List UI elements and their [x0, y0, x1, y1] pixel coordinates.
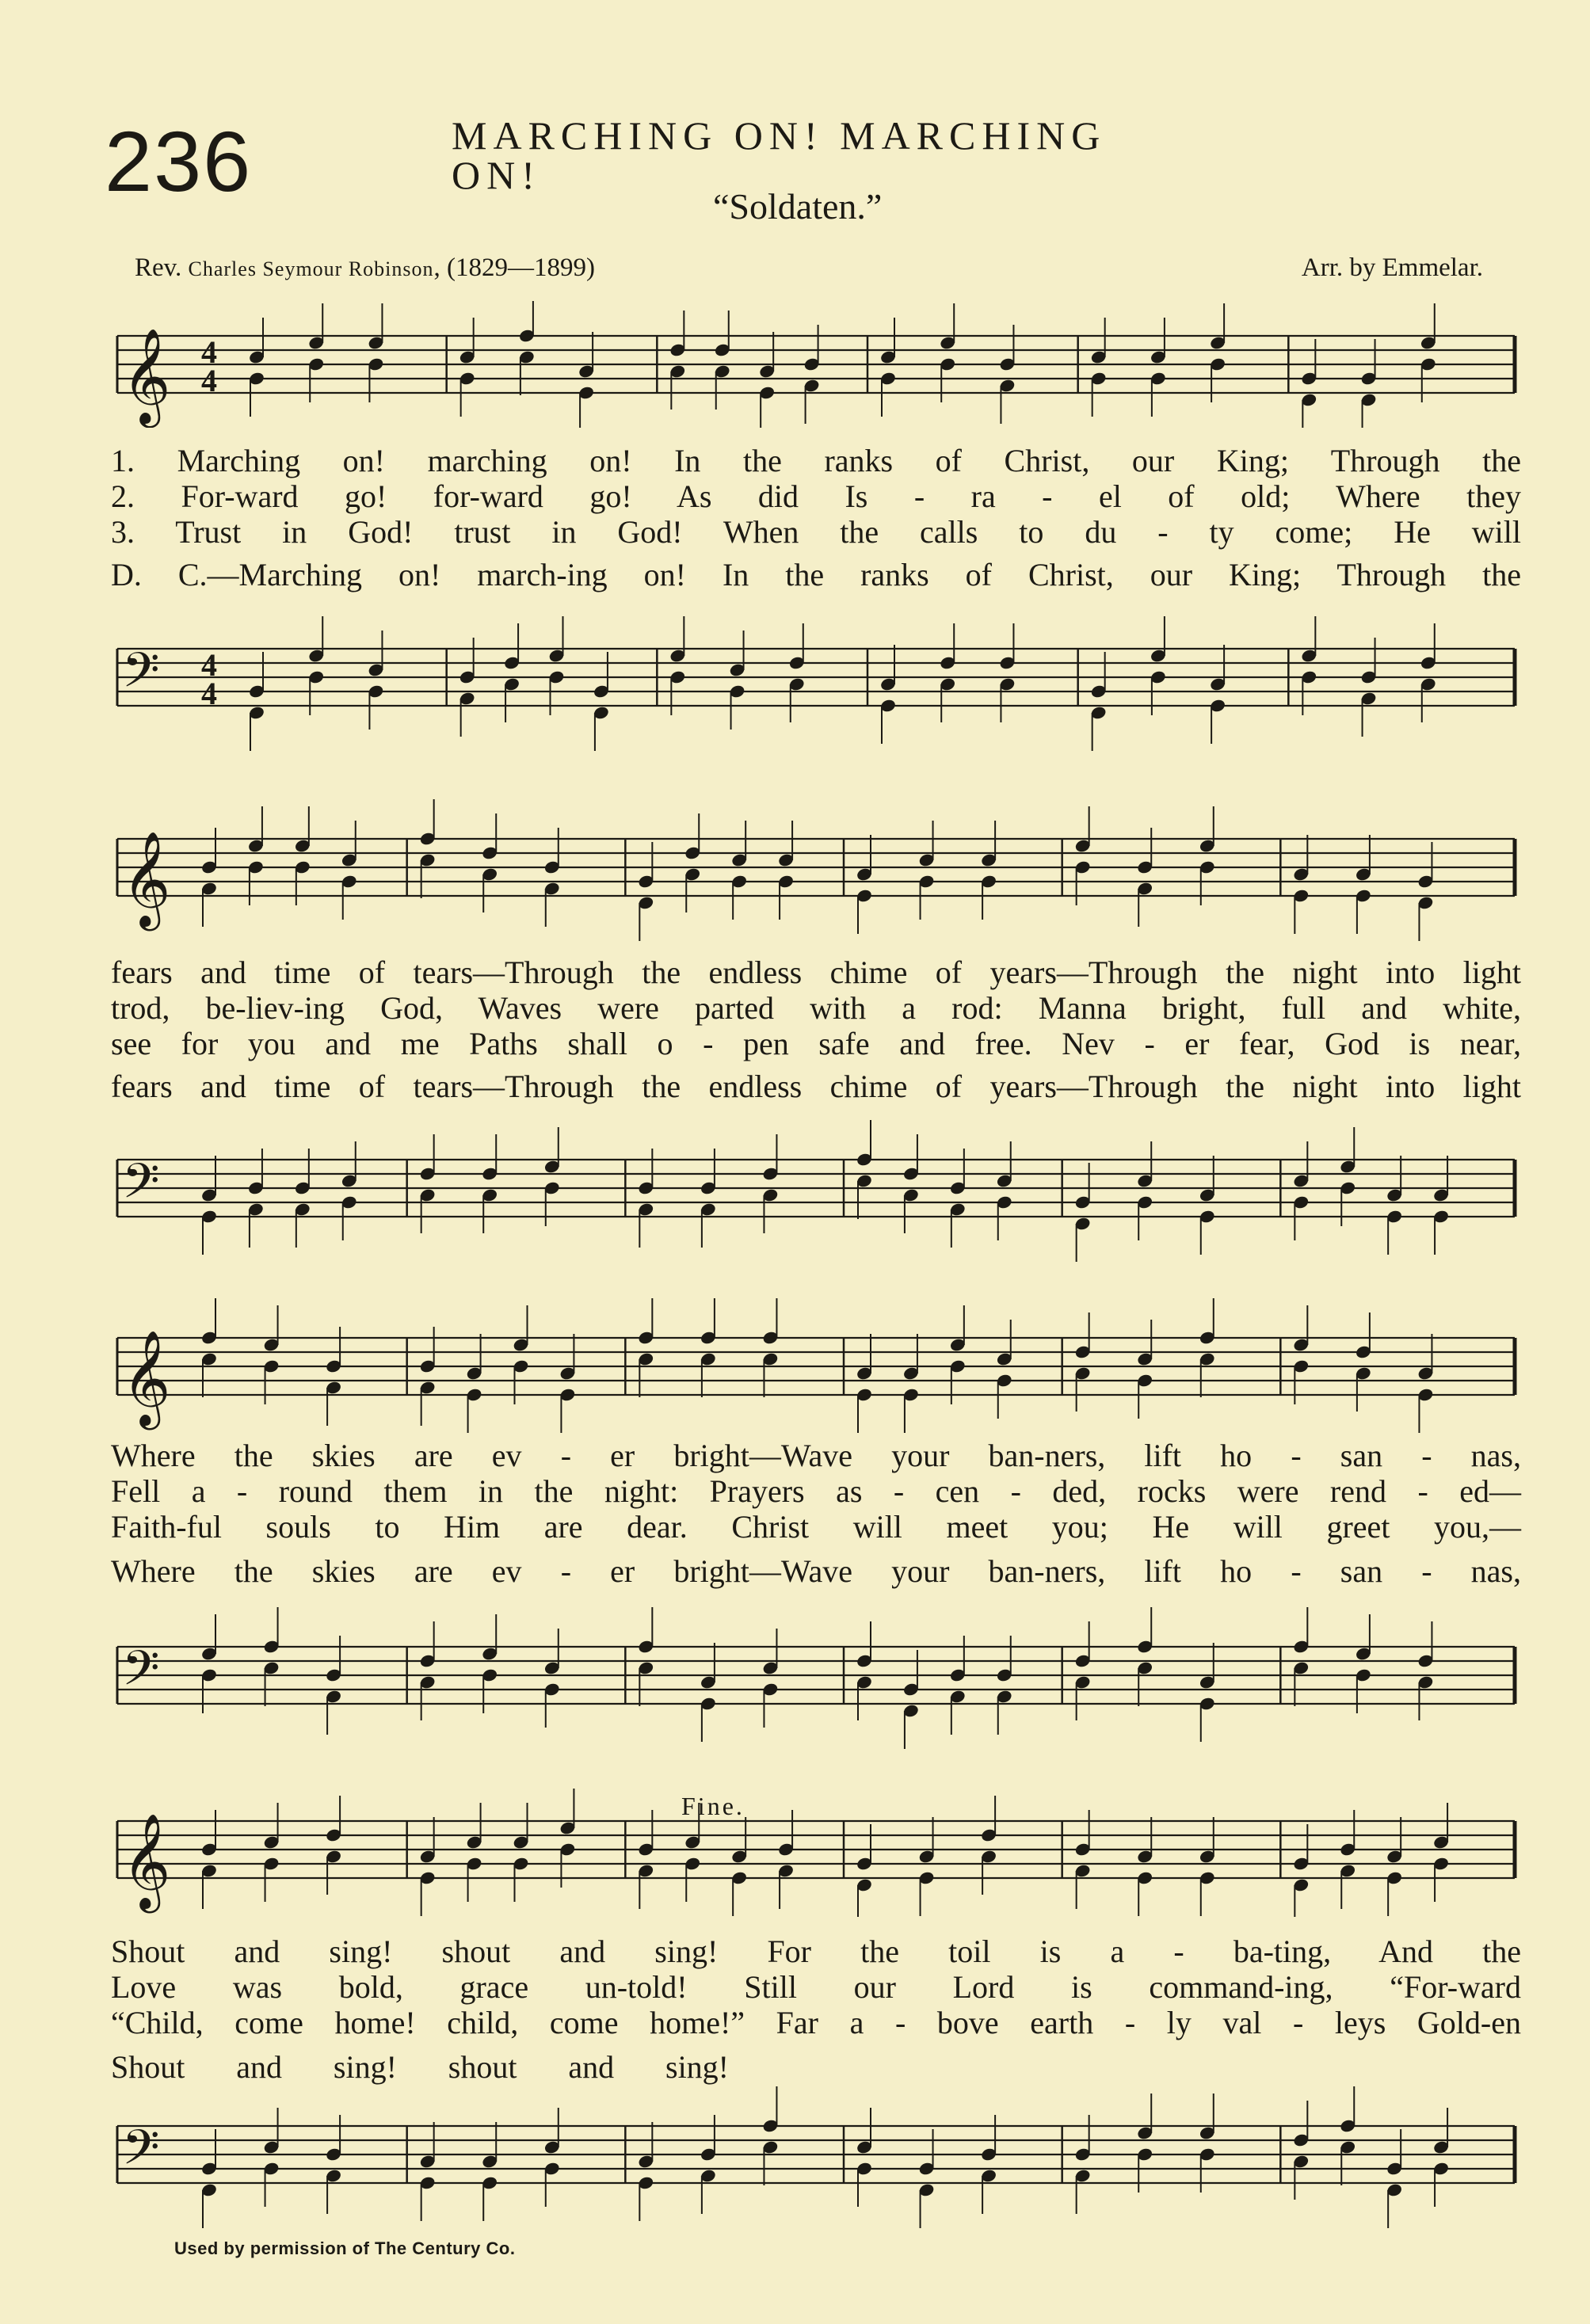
fine-marking: Fine. [681, 1792, 745, 1820]
system-4-verse-3: “Child, come home! child, come home!” Far a - bove earth - ly val - leys Gold-en [111, 2005, 1521, 2040]
system-3-bass-staff [0, 1592, 1590, 1758]
svg-text:𝄞: 𝄞 [122, 1812, 171, 1909]
svg-text:𝄢: 𝄢 [122, 1153, 160, 1221]
svg-text:𝄞: 𝄞 [122, 1329, 171, 1426]
system-1-treble-staff [0, 301, 1590, 428]
permission-footer: Used by permission of The Century Co. [174, 2238, 516, 2258]
system-4-bass-staff [0, 2075, 1590, 2234]
svg-text:𝄞: 𝄞 [122, 830, 171, 927]
svg-text:4: 4 [201, 334, 217, 370]
author-prefix: Rev. [135, 253, 189, 282]
system-3-verse-2: Fell a - round them in the night: Prayers as - cen - ded, rocks were rend - ed— [111, 1473, 1521, 1509]
hymn-title: MARCHING ON! MARCHING ON! [452, 113, 1107, 197]
system-2-verse-1: fears and time of tears—Through the endless chime of years—Through the night into light [111, 954, 1521, 990]
system-4-verse-1: Shout and sing! shout and sing! For the toil is a - ba-ting, And the [111, 1933, 1521, 1969]
system-3-dc-line: Where the skies are ev - er bright—Wave your ban-ners, lift ho - san - nas, [111, 1553, 1521, 1589]
author-credit [135, 255, 595, 281]
hymn-number: 236 [105, 113, 253, 209]
system-4-dc-line: Shout and sing! shout and sing! [111, 2049, 729, 2085]
system-2-bass-staff [0, 1109, 1590, 1267]
arranger-credit: Arr. by Emmelar. [1301, 253, 1483, 282]
svg-text:4: 4 [201, 676, 217, 711]
system-1-bass-staff [0, 602, 1590, 752]
system-3-verse-1: Where the skies are ev - er bright—Wave your ban-ners, lift ho - san - nas, [111, 1438, 1521, 1473]
system-4-verse-2: Love was bold, grace un-told! Still our Lord is command-ing, “For-ward [111, 1969, 1521, 2005]
system-3-treble-staff [0, 1291, 1590, 1442]
system-2-treble-staff [0, 792, 1590, 943]
svg-text:𝄢: 𝄢 [122, 2120, 160, 2188]
system-2-dc-line: fears and time of tears—Through the endless chime of years—Through the night into light [111, 1069, 1521, 1104]
svg-text:𝄞: 𝄞 [122, 327, 171, 424]
svg-text:4: 4 [201, 647, 217, 683]
system-3-verse-3: Faith-ful souls to Him are dear. Christ will meet you; He will greet you,— [111, 1509, 1521, 1545]
system-1-verse-3: 3. Trust in God! trust in God! When the calls to du - ty come; He will [111, 514, 1521, 550]
system-4-treble-staff [0, 1782, 1590, 1917]
author-name: Charles Seymour Robinson [188, 257, 434, 280]
svg-text:𝄢: 𝄢 [122, 1640, 160, 1709]
system-1-verse-1: 1. Marching on! marching on! In the ranks of Christ, our King; Through the [111, 443, 1521, 478]
system-2-verse-3: see for you and me Paths shall o - pen safe and free. Nev - er fear, God is near, [111, 1026, 1521, 1061]
tune-name: “Soldaten.” [713, 186, 883, 227]
system-1-verse-2: 2. For-ward go! for-ward go! As did Is - ra - el of old; Where they [111, 478, 1521, 514]
svg-text:𝄢: 𝄢 [122, 642, 160, 711]
author-dates: , (1829—1899) [433, 253, 595, 282]
system-2-verse-2: trod, be-liev-ing God, Waves were parted with a rod: Manna bright, full and white, [111, 990, 1521, 1026]
system-1-dc-line: D. C.—Marching on! march-ing on! In the ranks of Christ, our King; Through the [111, 557, 1521, 592]
svg-text:4: 4 [201, 363, 217, 398]
